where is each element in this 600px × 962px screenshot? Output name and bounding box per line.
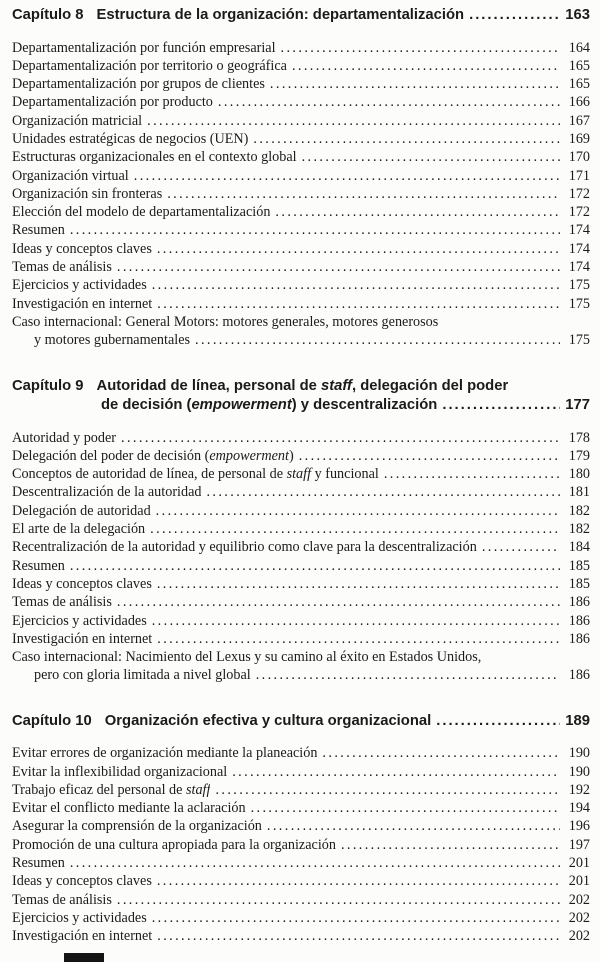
entry-page-number: 171 xyxy=(568,167,590,184)
dot-leader xyxy=(253,130,560,148)
entry-page-number: 184 xyxy=(568,539,590,556)
entry-page-number: 202 xyxy=(568,891,590,908)
dot-leader xyxy=(156,502,560,520)
toc-entry-line xyxy=(12,836,590,854)
dot-leader xyxy=(157,872,560,890)
toc-entry-line xyxy=(12,854,590,872)
toc-entry-line xyxy=(12,221,590,239)
entry-title: Ideas y conceptos claves xyxy=(12,575,152,592)
entry-page-number: 175 xyxy=(568,277,590,294)
toc-entry-line xyxy=(12,557,590,575)
toc-entry-line xyxy=(12,872,590,890)
entry-title: Departamentalización por territorio o geográfica xyxy=(12,57,287,74)
toc-entry-line xyxy=(12,502,590,520)
entry-title: Elección del modelo de departamentalización xyxy=(12,204,271,221)
toc-entry-line xyxy=(12,295,590,313)
entry-page-number: 167 xyxy=(568,112,590,129)
entry-title: Ideas y conceptos claves xyxy=(12,873,152,890)
toc-entry-line xyxy=(12,666,590,684)
toc-entry-line xyxy=(12,909,590,927)
chapter-label: Capítulo 9 xyxy=(12,377,84,394)
dot-leader xyxy=(117,258,560,276)
partial-next-chapter-banner xyxy=(64,953,104,962)
dot-leader xyxy=(195,331,560,349)
toc-entry-line xyxy=(12,313,590,331)
entry-page-number: 175 xyxy=(568,332,590,349)
entry-title: Promoción de una cultura apropiada para la organización xyxy=(12,836,336,853)
toc-entry-line xyxy=(12,130,590,148)
entry-page-number: 172 xyxy=(568,204,590,221)
entry-title: Delegación del poder de decisión (empowerment) xyxy=(12,447,294,464)
entry-title: El arte de la delegación xyxy=(12,521,146,538)
entry-page-number: 202 xyxy=(568,909,590,926)
entry-page-number: 185 xyxy=(568,557,590,574)
dot-leader xyxy=(232,763,560,781)
entry-title: pero con gloria limitada a nivel global xyxy=(34,667,251,684)
dot-leader xyxy=(121,429,560,447)
entry-page-number: 166 xyxy=(568,94,590,111)
entry-page-number: 175 xyxy=(568,295,590,312)
entry-title: y motores gubernamentales xyxy=(34,332,191,349)
dot-leader xyxy=(267,817,560,835)
entry-title: Unidades estratégicas de negocios (UEN) xyxy=(12,130,249,147)
chapter-label: Capítulo 8 xyxy=(12,7,84,23)
dot-leader xyxy=(157,240,560,258)
entry-title: Organización matricial xyxy=(12,112,143,129)
entry-title: Organización sin fronteras xyxy=(12,185,163,202)
entry-page-number: 186 xyxy=(568,630,590,647)
entry-page-number: 197 xyxy=(568,836,590,853)
entry-page-number: 165 xyxy=(568,57,590,74)
entry-title: Ejercicios y actividades xyxy=(12,277,147,294)
dot-leader xyxy=(341,836,560,854)
toc-entry-line xyxy=(12,93,590,111)
entry-page-number: 190 xyxy=(568,745,590,762)
chapter-label: Capítulo 10 xyxy=(12,712,92,729)
toc-entry-line xyxy=(12,429,590,447)
toc-entry-line xyxy=(12,799,590,817)
chapter-heading xyxy=(12,6,590,26)
toc-entry-line xyxy=(12,331,590,349)
entry-page-number: 201 xyxy=(568,873,590,890)
entry-title: Resumen xyxy=(12,854,65,871)
dot-leader xyxy=(270,75,560,93)
toc-entry-line xyxy=(12,520,590,538)
dot-leader xyxy=(384,465,560,483)
entry-title: Departamentalización por grupos de clientes xyxy=(12,76,265,93)
chapter-entries xyxy=(12,744,590,945)
dot-leader xyxy=(292,57,560,75)
chapter-page-number: 189 xyxy=(565,712,590,729)
toc-entry-line xyxy=(12,483,590,501)
dot-leader xyxy=(134,167,560,185)
entry-title: Ejercicios y actividades xyxy=(12,612,147,629)
entry-page-number: 202 xyxy=(568,928,590,945)
toc-entry-line xyxy=(12,167,590,185)
toc-entry-line xyxy=(12,648,590,666)
entry-title: Autoridad y poder xyxy=(12,429,117,446)
entry-page-number: 182 xyxy=(568,521,590,538)
chapter-block xyxy=(12,712,590,946)
entry-title: Departamentalización por producto xyxy=(12,94,213,111)
entry-page-number: 181 xyxy=(568,484,590,501)
toc xyxy=(12,6,590,945)
entry-title: Evitar la inflexibilidad organizacional xyxy=(12,763,228,780)
chapter-heading-line xyxy=(12,712,590,732)
toc-entry-line xyxy=(12,763,590,781)
dot-leader xyxy=(157,575,560,593)
toc-entry-line xyxy=(12,612,590,630)
entry-title: Recentralización de la autoridad y equilibrio como clave para la descentralización xyxy=(12,539,477,556)
dot-leader xyxy=(281,39,560,57)
entry-title: Resumen xyxy=(12,222,65,239)
entry-title: Evitar errores de organización mediante la planeación xyxy=(12,745,318,762)
dot-leader xyxy=(215,781,560,799)
entry-page-number: 185 xyxy=(568,575,590,592)
chapter-heading-line xyxy=(12,396,590,416)
entry-title: Temas de análisis xyxy=(12,891,112,908)
toc-entry-line xyxy=(12,538,590,556)
toc-entry-line xyxy=(12,203,590,221)
toc-entry-line xyxy=(12,240,590,258)
toc-entry-line xyxy=(12,630,590,648)
dot-leader xyxy=(302,148,560,166)
toc-entry-line xyxy=(12,447,590,465)
entry-page-number: 178 xyxy=(568,429,590,446)
entry-page-number: 172 xyxy=(568,185,590,202)
entry-page-number: 182 xyxy=(568,502,590,519)
entry-page-number: 194 xyxy=(568,800,590,817)
dot-leader xyxy=(167,185,560,203)
dot-leader xyxy=(157,927,560,945)
entry-title: Temas de análisis xyxy=(12,259,112,276)
dot-leader xyxy=(322,744,560,762)
dot-leader xyxy=(152,612,560,630)
entry-title: Organización virtual xyxy=(12,167,129,184)
entry-title: Delegación de autoridad xyxy=(12,502,151,519)
entry-page-number: 164 xyxy=(568,39,590,56)
chapter-title: de decisión (empowerment) y descentralización xyxy=(101,397,438,414)
entry-title: Descentralización de la autoridad xyxy=(12,484,202,501)
entry-title: Trabajo eficaz del personal de staff xyxy=(12,781,211,798)
chapter-heading-line xyxy=(12,377,590,397)
toc-entry-line xyxy=(12,75,590,93)
entry-page-number: 190 xyxy=(568,763,590,780)
dot-leader xyxy=(218,93,560,111)
entry-page-number: 196 xyxy=(568,818,590,835)
chapter-title: Organización efectiva y cultura organizacional xyxy=(104,712,432,729)
toc-entry-line xyxy=(12,927,590,945)
toc-entry-line xyxy=(12,148,590,166)
toc-entry-line xyxy=(12,575,590,593)
entry-page-number: 170 xyxy=(568,149,590,166)
entry-title: Estructuras organizacionales en el contexto global xyxy=(12,149,297,166)
chapter-heading-line xyxy=(12,6,590,26)
dot-leader xyxy=(251,799,560,817)
dot-leader xyxy=(299,447,560,465)
dot-leader xyxy=(150,520,560,538)
entry-title: Caso internacional: Nacimiento del Lexus y su camino al éxito en Estados Unidos, xyxy=(12,649,482,666)
entry-page-number: 174 xyxy=(568,240,590,257)
dot-leader xyxy=(152,276,560,294)
dot-leader xyxy=(442,396,560,416)
toc-entry-line xyxy=(12,891,590,909)
dot-leader xyxy=(482,538,560,556)
toc-entry-line xyxy=(12,276,590,294)
dot-leader xyxy=(117,593,560,611)
toc-entry-line xyxy=(12,465,590,483)
entry-title: Caso internacional: General Motors: motores generales, motores generosos xyxy=(12,313,439,330)
dot-leader xyxy=(157,295,560,313)
toc-entry-line xyxy=(12,39,590,57)
entry-title: Conceptos de autoridad de línea, de personal de staff y funcional xyxy=(12,466,379,483)
dot-leader xyxy=(275,203,560,221)
toc-entry-line xyxy=(12,781,590,799)
chapter-page-number: 163 xyxy=(565,7,590,23)
entry-page-number: 174 xyxy=(568,222,590,239)
dot-leader xyxy=(70,557,560,575)
dot-leader xyxy=(70,221,560,239)
toc-entry-line xyxy=(12,185,590,203)
entry-title: Ideas y conceptos claves xyxy=(12,240,152,257)
entry-title: Temas de análisis xyxy=(12,594,112,611)
chapter-entries xyxy=(12,429,590,685)
entry-page-number: 165 xyxy=(568,76,590,93)
entry-title: Investigación en internet xyxy=(12,630,153,647)
toc-entry-line xyxy=(12,744,590,762)
dot-leader xyxy=(117,891,560,909)
chapter-title: Autoridad de línea, personal de staff, delegación del poder xyxy=(96,377,509,394)
dot-leader xyxy=(436,712,560,732)
toc-entry-line xyxy=(12,57,590,75)
dot-leader xyxy=(157,630,560,648)
toc-entry-line xyxy=(12,258,590,276)
entry-page-number: 179 xyxy=(568,447,590,464)
entry-page-number: 186 xyxy=(568,667,590,684)
entry-title: Resumen xyxy=(12,557,65,574)
dot-leader xyxy=(256,666,560,684)
entry-title: Ejercicios y actividades xyxy=(12,909,147,926)
dot-leader xyxy=(152,909,560,927)
entry-page-number: 201 xyxy=(568,854,590,871)
chapter-entries xyxy=(12,39,590,350)
chapter-block xyxy=(12,377,590,685)
entry-page-number: 174 xyxy=(568,259,590,276)
entry-title: Departamentalización por función empresarial xyxy=(12,39,276,56)
chapter-title: Estructura de la organización: departamentalización xyxy=(96,7,465,23)
dot-leader xyxy=(147,112,560,130)
entry-page-number: 180 xyxy=(568,466,590,483)
entry-title: Asegurar la comprensión de la organización xyxy=(12,818,262,835)
chapter-block xyxy=(12,6,590,350)
toc-entry-line xyxy=(12,817,590,835)
entry-page-number: 192 xyxy=(568,781,590,798)
dot-leader xyxy=(70,854,560,872)
dot-leader xyxy=(469,6,560,26)
entry-page-number: 186 xyxy=(568,612,590,629)
chapter-heading xyxy=(12,377,590,416)
toc-entry-line xyxy=(12,593,590,611)
entry-title: Investigación en internet xyxy=(12,928,153,945)
entry-title: Investigación en internet xyxy=(12,295,153,312)
toc-entry-line xyxy=(12,112,590,130)
entry-page-number: 169 xyxy=(568,130,590,147)
entry-page-number: 186 xyxy=(568,594,590,611)
chapter-heading xyxy=(12,712,590,732)
entry-title: Evitar el conflicto mediante la aclaración xyxy=(12,800,246,817)
chapter-page-number: 177 xyxy=(565,397,590,414)
dot-leader xyxy=(206,483,560,501)
